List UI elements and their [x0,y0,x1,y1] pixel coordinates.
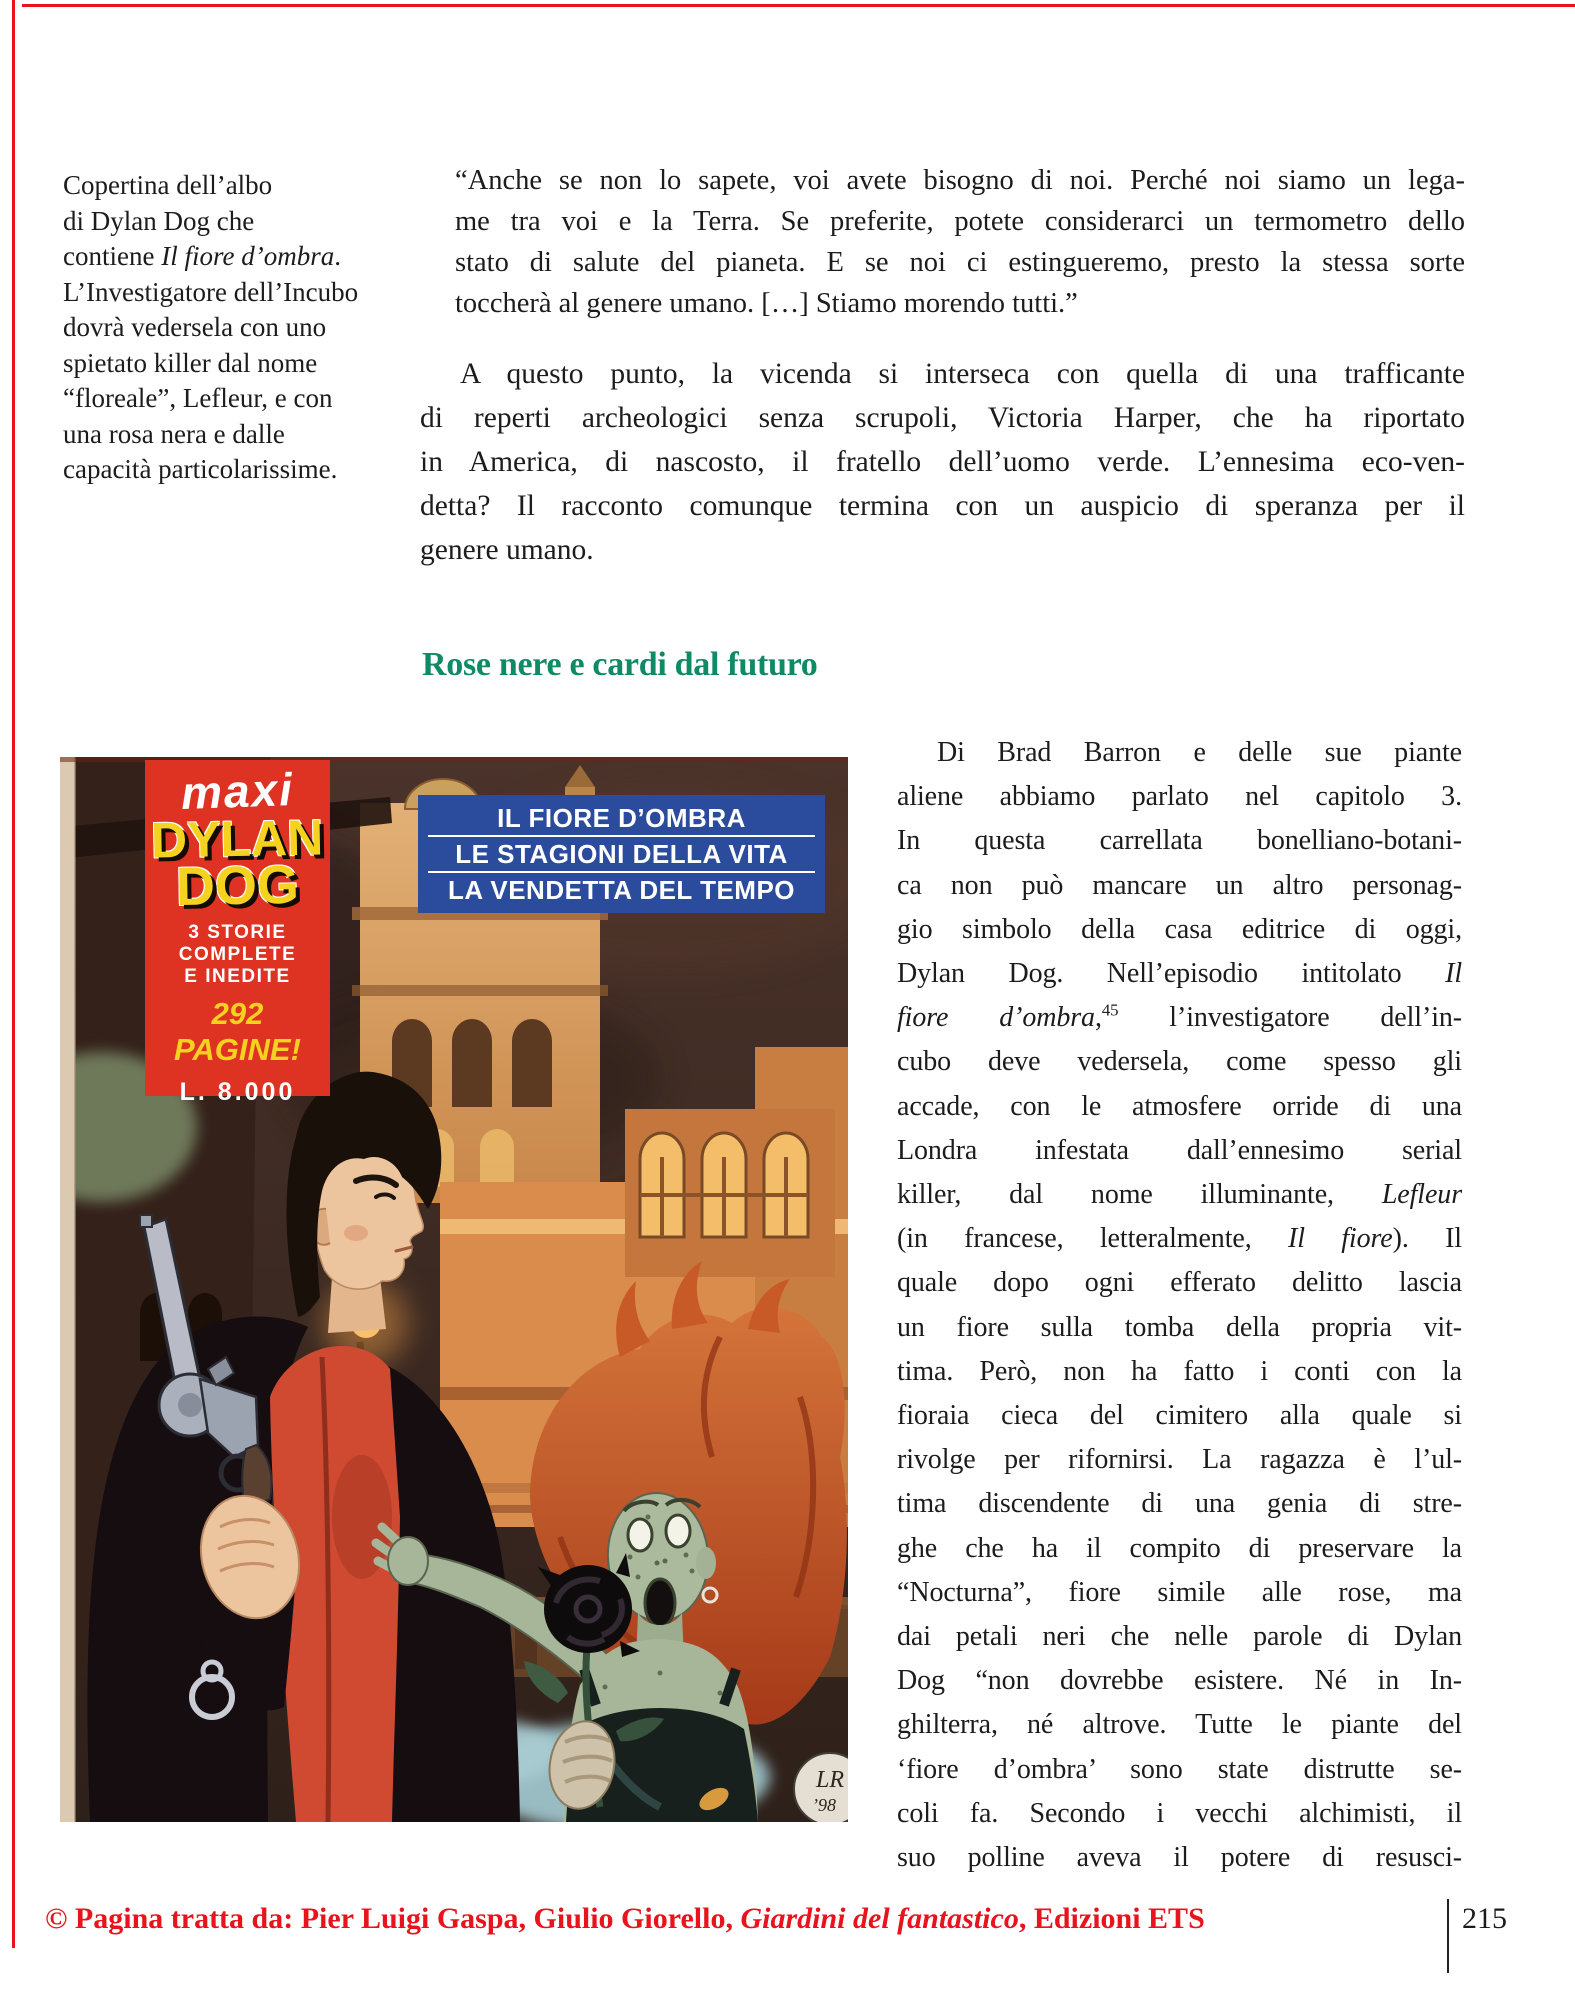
text-segment: ghe che ha il compito di preservare la [897,1532,1462,1564]
text-line [420,528,1465,572]
text-line [897,1703,1462,1747]
page-number: 215 [1462,1902,1507,1935]
text-line [897,952,1462,996]
text-line [897,1306,1462,1350]
text-segment: me tra voi e la Terra. Se preferite, potete considerarci un termometro dello [455,206,1465,237]
text-segment: di reperti archeologici senza scrupoli, Victoria Harper, che ha riportato [420,402,1465,434]
stories-banner-line: COMPLETE [178,944,297,966]
text-segment: “Anche se non lo sapete, voi avete bisogno di noi. Perché noi siamo un lega- [455,165,1465,196]
top-red-rule [22,4,1575,7]
text-segment: Il [1445,958,1462,990]
text-line [63,346,411,382]
text-line [63,381,411,417]
text-segment: Il fiore [1287,1223,1393,1255]
text-segment: di Dylan Dog che [63,205,255,236]
text-line [63,239,411,275]
text-segment: In questa carrellata bonelliano-botani- [897,825,1462,857]
text-segment: genere umano. [420,534,594,566]
text-segment: suo polline aveva il potere di resusci- [897,1842,1462,1874]
left-red-rule [12,0,15,1948]
text-segment: Londra infestata dall’ennesimo serial [897,1134,1462,1166]
body-paragraph [420,352,1465,572]
text-segment: tima discendente di una genia di stre- [897,1488,1462,1520]
text-line [897,1085,1462,1129]
text-line [420,396,1465,440]
cover-story-titles-box [418,795,825,913]
text-line [455,283,1465,324]
text-segment: rivolge per rifornirsi. La ragazza è l’ul- [897,1444,1462,1476]
text-line [63,168,411,204]
section-heading: Rose nere e cardi dal futuro [422,646,818,683]
text-segment: gio simbolo della casa editrice di oggi, [897,913,1462,945]
dylan-logo-word: DYLAN [150,809,325,869]
text-line [897,908,1462,952]
text-line [45,1902,1385,1936]
text-line [63,452,411,488]
artist-signature-monogram: LR [816,1767,845,1793]
text-segment: Di Brad Barron e delle sue piante [937,737,1462,768]
text-segment: stato di salute del pianeta. E se noi ci estingueremo, presto la stessa sorte [455,247,1465,278]
text-segment: detta? Il racconto comunque termina con un auspicio di speranza per il [420,490,1465,522]
dog-logo-word: DOG [175,854,300,918]
text-segment: , [1094,1002,1102,1034]
text-line [63,204,411,240]
text-line [897,1482,1462,1526]
text-line [897,1261,1462,1305]
text-segment: Lefleur [1381,1179,1462,1211]
text-segment: fioraia cieca del cimitero alla quale si [897,1400,1462,1432]
text-line [63,275,411,311]
text-segment: contiene [63,241,162,271]
text-segment: dai petali neri che nelle parole di Dylan [897,1621,1462,1653]
text-segment: “Nocturna”, fiore simile alle rose, ma [897,1576,1462,1608]
copyright-footer [45,1902,1385,1936]
text-segment: Copertina dell’albo [63,170,273,200]
text-line [897,1659,1462,1703]
text-line [897,1615,1462,1659]
text-segment: Dylan Dog. Nell’episodio intitolato [897,958,1446,990]
text-segment: ‘fiore d’ombra’ sono state distrutte se- [897,1753,1462,1785]
text-segment: tima. Però, non ha fatto i conti con la [897,1355,1462,1387]
text-line [897,1129,1462,1173]
text-segment: capacità particolarissime. [63,454,338,484]
text-line [897,1350,1462,1394]
text-line [63,310,411,346]
text-line [897,1040,1462,1084]
text-line [897,775,1462,819]
story-title: LA VENDETTA DEL TEMPO [428,871,815,907]
text-segment: © Pagina tratta da: Pier Luigi Gaspa, Giulio Giorello, [45,1902,741,1935]
text-segment: A questo punto, la vicenda si interseca con quella di una trafficante [460,358,1465,390]
text-line [897,1792,1462,1836]
text-segment: in America, di nascosto, il fratello dell’uomo verde. L’ennesima eco-ven- [420,446,1465,478]
price-label: L. 8.000 [179,1077,296,1106]
text-line [897,731,1462,775]
page-number-divider [1447,1899,1449,1973]
text-segment: killer, dal nome illuminante, [897,1179,1382,1211]
text-segment: ghilterra, né altrove. Tutte le piante del [897,1709,1462,1741]
text-line [897,819,1462,863]
text-segment: ). Il [1392,1223,1462,1255]
text-segment: accade, con le atmosfere orride di una [897,1090,1462,1122]
text-line [897,1836,1462,1880]
text-segment: Dog “non dovrebbe esistere. Né in In- [897,1665,1462,1697]
text-segment: un fiore sulla tomba della propria vit- [897,1311,1462,1343]
text-line [897,864,1462,908]
text-segment: dovrà vedersela con uno [63,312,327,342]
text-segment: , Edizioni ETS [1018,1902,1205,1935]
text-segment: toccherà al genere umano. […] Stiamo morendo tutti.” [455,288,1078,319]
right-text-column [897,731,1462,1880]
text-segment: aliene abbiamo parlato nel capitolo 3. [897,781,1462,813]
text-segment: . [334,241,341,271]
story-title: LE STAGIONI DELLA VITA [428,835,815,871]
stories-banner-line: E INEDITE [184,966,291,988]
comic-cover-image [60,757,848,1822]
block-quote [455,160,1465,324]
story-title: IL FIORE D’OMBRA [497,803,746,833]
text-segment: quale dopo ogni efferato delitto lascia [897,1267,1462,1299]
text-line [420,440,1465,484]
text-segment: l’investigatore dell’in- [1118,1002,1462,1034]
maxi-brand-label: maxi [180,763,295,819]
text-line [420,352,1465,396]
stories-banner-line: 3 STORIE [188,921,287,943]
text-line [897,1527,1462,1571]
text-line [420,484,1465,528]
text-line [455,201,1465,242]
text-segment: 45 [1101,1000,1119,1020]
text-segment: ca non può mancare un altro personag- [897,869,1462,901]
text-segment: L’Investigatore dell’Incubo [63,276,359,307]
text-segment: coli fa. Secondo i vecchi alchimisti, il [897,1797,1462,1829]
text-line [897,1438,1462,1482]
text-segment: Il fiore d’ombra [161,241,335,271]
text-line [455,160,1465,201]
text-segment: cubo deve vedersela, come spesso gli [897,1046,1462,1078]
text-line [897,1571,1462,1615]
text-line [897,1748,1462,1792]
text-line [897,1217,1462,1261]
text-line [897,1173,1462,1217]
text-line [897,996,1462,1040]
text-segment: (in francese, letteralmente, [897,1223,1288,1255]
cover-logo-box [145,760,330,1106]
text-line [63,417,411,453]
text-segment: una rosa nera e dalle [63,418,285,449]
text-segment: “floreale”, Lefleur, e con [63,383,333,413]
text-segment: fiore d’ombra [897,1002,1095,1034]
stories-banner [179,922,297,989]
margin-caption [63,168,411,488]
artist-signature-year: ’98 [812,1795,836,1815]
text-line [897,1394,1462,1438]
text-line [455,242,1465,283]
pages-count-label: 292 PAGINE! [174,995,301,1067]
text-segment: Giardini del fantastico [740,1902,1019,1935]
text-segment: spietato killer dal nome [63,347,318,378]
